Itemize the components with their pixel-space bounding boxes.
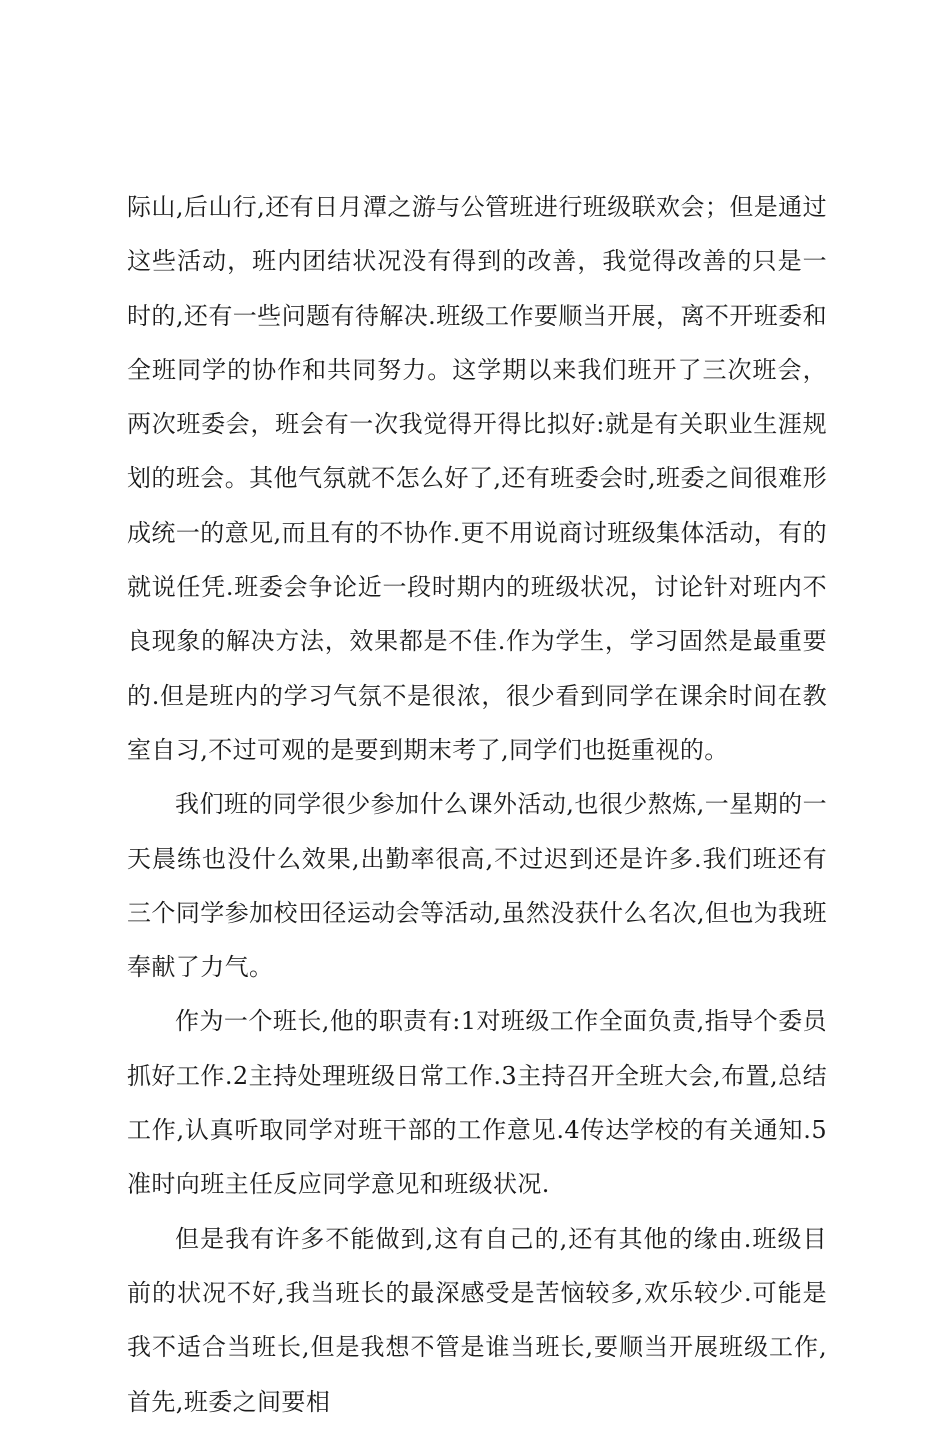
paragraph-4: 但是我有许多不能做到,这有自己的,还有其他的缘由.班级目前的状况不好,我当班长的最深感受是苦恼较多,欢乐较少.可能是我不适合当班长,但是我想不管是谁当班长,要顺当开展班级工作,首先,班委之间要相 <box>127 1224 827 1416</box>
document-body <box>127 180 827 1429</box>
paragraph-1: 际山,后山行,还有日月潭之游与公管班进行班级联欢会；但是通过这些活动，班内团结状况没有得到的改善，我觉得改善的只是一时的,还有一些问题有待解决.班级工作要顺当开展，离不开班委和全班同学的协作和共同努力。这学期以来我们班开了三次班会，两次班委会，班会有一次我觉得开得比拟好:就是有关职业生涯规划的班会。其他气氛就不怎么好了,还有班委会时,班委之间很难形成统一的意见,而且有的不协作.更不用说商讨班级集体活动，有的就说任凭.班委会争论近一段时期内的班级状况，讨论针对班内不良现象的解决方法，效果都是不佳.作为学生，学习固然是最重要的.但是班内的学习气氛不是很浓，很少看到同学在课余时间在教室自习,不过可观的是要到期末考了,同学们也挺重视的。 <box>127 193 827 764</box>
paragraph-2: 我们班的同学很少参加什么课外活动,也很少熬炼,一星期的一天晨练也没什么效果,出勤率很高,不过迟到还是许多.我们班还有三个同学参加校田径运动会等活动,虽然没获什么名次,但也为我班奉献了力气。 <box>127 790 827 982</box>
paragraph-3: 作为一个班长,他的职责有:1对班级工作全面负责,指导个委员抓好工作.2主持处理班级日常工作.3主持召开全班大会,布置,总结工作,认真听取同学对班干部的工作意见.4传达学校的有关通知.5准时向班主任反应同学意见和班级状况. <box>127 1007 827 1199</box>
